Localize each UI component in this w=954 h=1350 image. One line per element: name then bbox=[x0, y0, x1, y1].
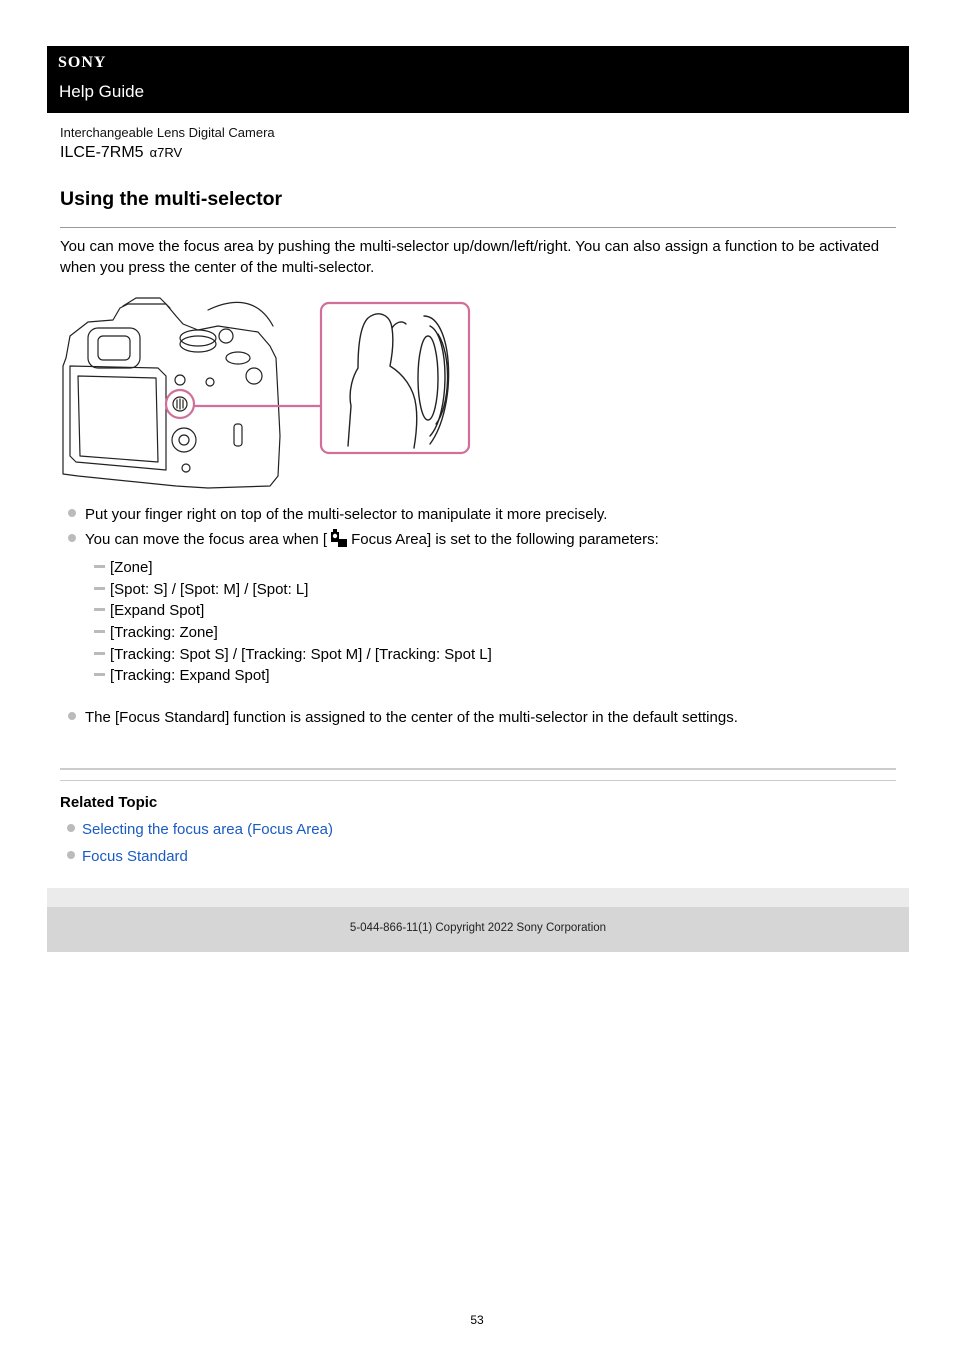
help-guide-label[interactable]: Help Guide bbox=[59, 82, 145, 101]
related-link-focus-standard[interactable]: Focus Standard bbox=[82, 848, 188, 865]
tip-text-before: You can move the focus area when [ bbox=[85, 531, 328, 548]
model-number: ILCE-7RM5 bbox=[60, 144, 144, 161]
parameter-item: [Spot: S] / [Spot: M] / [Spot: L] bbox=[94, 581, 308, 598]
footer-bar bbox=[47, 907, 909, 952]
focus-area-icon bbox=[329, 528, 349, 548]
section-divider bbox=[60, 780, 896, 781]
dash-icon bbox=[94, 652, 105, 655]
related-link-focus-area[interactable]: Selecting the focus area (Focus Area) bbox=[82, 821, 333, 838]
parameter-item: [Zone] bbox=[94, 559, 153, 576]
dash-icon bbox=[94, 608, 105, 611]
product-type: Interchangeable Lens Digital Camera bbox=[60, 125, 275, 140]
related-link-item bbox=[67, 821, 333, 838]
bullet-dot-icon bbox=[67, 851, 75, 859]
header-bar bbox=[47, 46, 909, 113]
bullet-dot-icon bbox=[68, 712, 76, 720]
page-number: 53 bbox=[470, 1313, 484, 1327]
footer-spacer bbox=[47, 888, 909, 907]
intro-paragraph: You can move the focus area by pushing the multi-selector up/down/left/right. You can also assign a function to be activated when you press the center of the multi-selector. bbox=[60, 238, 880, 276]
tip-text: The [Focus Standard] function is assigned to the center of the multi-selector in the default settings. bbox=[85, 709, 738, 726]
related-topic-heading: Related Topic bbox=[60, 794, 158, 811]
dash-icon bbox=[94, 587, 105, 590]
bullet-dot-icon bbox=[68, 509, 76, 517]
tip-item bbox=[68, 506, 607, 523]
parameter-item: [Tracking: Zone] bbox=[94, 624, 218, 641]
tip-item bbox=[68, 528, 659, 548]
section-divider bbox=[60, 768, 896, 770]
related-link-item bbox=[67, 848, 188, 865]
page-title: Using the multi-selector bbox=[60, 188, 283, 210]
title-divider bbox=[60, 227, 896, 228]
model-name bbox=[60, 144, 182, 162]
camera-multi-selector-illustration bbox=[58, 296, 474, 492]
parameter-item: [Tracking: Expand Spot] bbox=[94, 667, 270, 684]
model-alpha-name: α7RV bbox=[149, 145, 183, 160]
dash-icon bbox=[94, 565, 105, 568]
parameter-item: [Tracking: Spot S] / [Tracking: Spot M] / [Tracking: Spot L] bbox=[94, 646, 492, 663]
dash-icon bbox=[94, 630, 105, 633]
tip-item bbox=[68, 709, 738, 726]
copyright-text: 5-044-866-11(1) Copyright 2022 Sony Corporation bbox=[349, 922, 607, 934]
parameter-item: [Expand Spot] bbox=[94, 602, 204, 619]
bullet-dot-icon bbox=[68, 534, 76, 542]
sony-logo: SONY bbox=[58, 54, 107, 71]
dash-icon bbox=[94, 673, 105, 676]
bullet-dot-icon bbox=[67, 824, 75, 832]
tip-text: Put your finger right on top of the multi-selector to manipulate it more precisely. bbox=[85, 506, 608, 523]
tip-text-after: Focus Area] is set to the following parameters: bbox=[351, 531, 659, 548]
